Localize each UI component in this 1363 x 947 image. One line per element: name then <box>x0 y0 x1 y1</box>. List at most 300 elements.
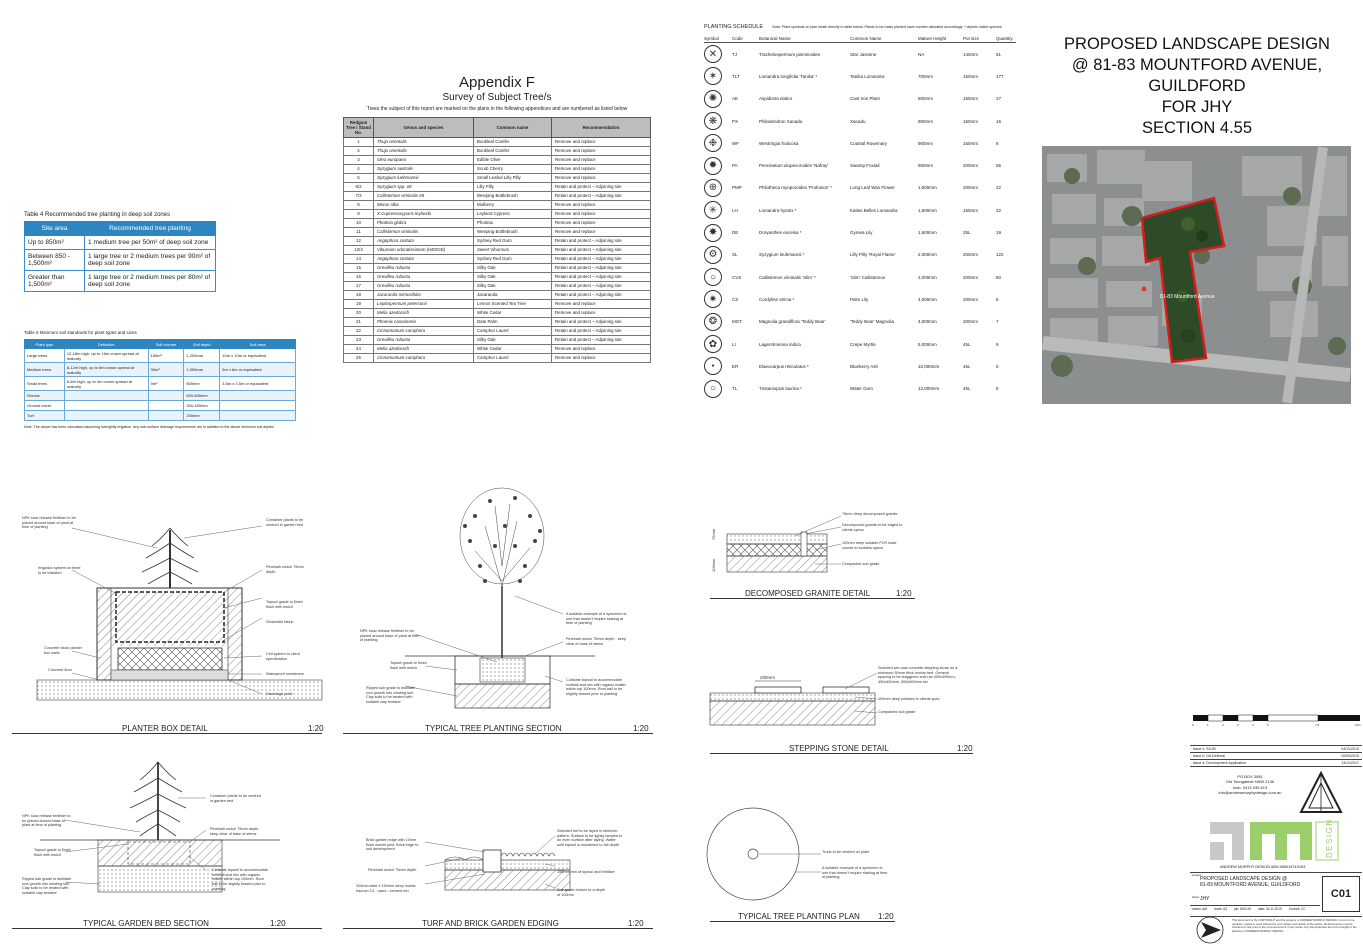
table-row <box>344 147 651 156</box>
table-row <box>25 411 296 421</box>
project-line: PROPOSED LANDSCAPE DESIGN @ <box>1200 876 1288 882</box>
schedule-cell: 60 <box>996 274 1002 280</box>
title-line: @ 81-83 MOUNTFORD AVENUE, <box>1071 56 1323 74</box>
schedule-row <box>704 43 1016 65</box>
title-line: FOR JHY <box>1161 98 1233 116</box>
plant-symbol-icon <box>704 313 732 331</box>
schedule-cell: 'Teddy Bear' Magnolia <box>850 319 894 325</box>
turf-title: TURF AND BRICK GARDEN EDGING <box>422 919 559 928</box>
schedule-cell: 16 <box>996 118 1002 124</box>
svg-text:2: 2 <box>1222 723 1224 727</box>
table-cell: Shrubs <box>25 391 65 401</box>
table-cell: Scrub Cherry <box>474 165 552 174</box>
divider <box>1190 905 1320 906</box>
table-cell: 15 <box>344 264 374 273</box>
table-cell: Remove and replace <box>552 300 651 309</box>
table-header: Redgum Tree / Stand No. <box>344 118 374 138</box>
schedule-cell: Tristaniopsis laurina * <box>759 386 802 392</box>
address-line: mob: 0413 935 613 <box>1232 784 1268 790</box>
copyright-notice: This document is the COPYRIGHT and the property of ANDREW MURPHY DESIGN. It is not to be retained, copied or used without the prior written permission of the author. All dimensions must be checked on site prior to the commencement of any works. Any discrepancies are to be brought to the attention of ANDREW MURPHY DESIGN. <box>1232 918 1357 933</box>
granite-note: 100mm deep suitable FCR base course to builders specs <box>842 541 897 550</box>
planter-box-scale: 1:20 <box>308 724 324 733</box>
table-cell: Phoenix canariensis <box>374 318 474 327</box>
table-cell: Cinnamomum camphora <box>374 354 474 363</box>
tree-plan-title: TYPICAL TREE PLANTING PLAN <box>738 912 860 921</box>
revision-desc: issue c: S4.55 <box>1193 747 1216 751</box>
schedule-cell: Callistemon viminalis 'Slim' * <box>759 274 816 280</box>
svg-text:4: 4 <box>1252 723 1254 727</box>
table-cell: Silky Oak <box>474 264 552 273</box>
table-header: Common name <box>474 118 552 138</box>
north-arrow-icon <box>1195 915 1225 945</box>
table-cell <box>148 391 184 401</box>
garden-bed-note: NPK slow release fertiliser to be placed around base of plant at time of planting <box>22 814 71 828</box>
schedule-cell: Aspidistra elatior <box>759 96 793 102</box>
table-header: Soil area <box>220 340 296 349</box>
plant-symbol-icon <box>704 157 732 175</box>
schedule-cell: Elaeocarpus reticulatus * <box>759 363 809 369</box>
schedule-cell: Long Leaf Wax Flower <box>850 185 895 191</box>
client-label: client: <box>1192 895 1200 899</box>
table-cell: Jacaranda <box>474 291 552 300</box>
table-cell: Sydney Red Gum <box>474 255 552 264</box>
schedule-cell: 700mm <box>918 73 934 79</box>
table-cell: Retain and protect – Adjoining site <box>552 273 651 282</box>
planting-schedule <box>704 24 1016 400</box>
table-cell: Remove and replace <box>552 147 651 156</box>
garden-bed-note: Pinebark mulch 75mm depth - keep clear of base of stems <box>210 827 261 836</box>
schedule-cell: Water Gum <box>850 386 873 392</box>
table-cell: 16 <box>344 273 374 282</box>
turf-note: Pinebark mulch 75mm depth <box>368 868 417 872</box>
title-underline <box>710 753 973 754</box>
table-row <box>25 377 296 391</box>
table-cell: Turf <box>25 411 65 421</box>
column-header: Common Name <box>850 36 882 41</box>
table-cell: Greater than 1,500m² <box>25 271 85 292</box>
column-header: Mature Height <box>918 36 947 41</box>
table-cell: Sweet Viburnum <box>474 246 552 255</box>
address-line: Old Toongabbie NSW 2146 <box>1225 779 1275 785</box>
table-row <box>344 201 651 210</box>
sheet-title <box>1042 34 1352 139</box>
schedule-row <box>704 355 1016 377</box>
table-cell: White Cedar <box>474 345 552 354</box>
schedule-cell: 22 <box>996 185 1002 191</box>
revision-list <box>1190 745 1362 767</box>
table-cell: Retain and protect – Adjoining site <box>552 318 651 327</box>
table-cell: 150m³ <box>148 349 184 363</box>
table-cell: Angophora costata <box>374 237 474 246</box>
table-row <box>344 336 651 345</box>
client-name: JHY <box>1200 896 1210 902</box>
table-cell: Medium trees <box>25 363 65 377</box>
table-cell: 1,200mm <box>184 349 220 363</box>
table-cell: Photinia <box>474 219 552 228</box>
plant-symbol-icon <box>704 335 732 353</box>
schedule-cell: LI <box>732 341 736 347</box>
meta-item: drawn: AM <box>1192 907 1208 911</box>
schedule-cell: 150mm <box>963 118 979 124</box>
table-row <box>344 255 651 264</box>
schedule-cell: 4,000mm <box>918 319 937 325</box>
location-pin-icon <box>1142 287 1147 292</box>
schedule-cell: 200mm <box>963 296 979 302</box>
schedule-cell: 5,000mm <box>918 341 937 347</box>
turf-scale: 1:20 <box>628 919 644 928</box>
table-cell: 4 <box>344 165 374 174</box>
table-cell: Edible Olive <box>474 156 552 165</box>
table-cell: Remove and replace <box>552 345 651 354</box>
symbol-circle: ✶ <box>704 67 722 85</box>
table-cell: Retain and protect – Adjoining site <box>552 327 651 336</box>
stepping-title: STEPPING STONE DETAIL <box>789 744 889 753</box>
symbol-circle: ❂ <box>704 313 722 331</box>
table-cell <box>220 391 296 401</box>
schedule-cell: 45L <box>963 363 971 369</box>
schedule-cell: 1,500mm <box>918 207 937 213</box>
table-row <box>25 391 296 401</box>
title-underline <box>12 733 322 734</box>
table-cell <box>148 411 184 421</box>
table-cell: Syzygium australe <box>374 165 474 174</box>
title-line: SECTION 4.55 <box>1141 119 1253 137</box>
table-cell: 22 <box>344 327 374 336</box>
table-4 <box>24 212 216 292</box>
schedule-cell: Philotheca myoporoides 'Profusion' * <box>759 185 833 191</box>
schedule-note: Note: Plant symbols on plan relate directly to table below. Plants to be mass planted have number allocated accordingly. * depicts native species <box>772 25 1002 29</box>
address-line: PO BOX 3081 <box>1237 774 1263 779</box>
table-cell: Grevillea robusta <box>374 273 474 282</box>
table-row <box>344 165 651 174</box>
schedule-cell: WF <box>732 140 739 146</box>
schedule-cell: 200mm <box>963 252 979 258</box>
schedule-cell: Pennisetum alopecuroides 'Nafray' <box>759 163 829 169</box>
schedule-cell: 150mm <box>963 73 979 79</box>
schedule-header <box>704 24 1016 30</box>
granite-note: Decomposed granite to be edged to clients specs <box>842 523 903 532</box>
table-cell: Retain and protect – Adjoining site <box>552 192 651 201</box>
planter-box-drawing <box>12 508 324 716</box>
plant-symbol-icon <box>704 246 732 264</box>
divider <box>1190 766 1362 767</box>
table-cell: 14 <box>344 255 374 264</box>
schedule-cell: Lomandra longifolia 'Tanika' * <box>759 73 818 79</box>
table-row <box>344 183 651 192</box>
table-header: Definition <box>64 340 148 349</box>
table-header: Recommendation <box>552 118 651 138</box>
table-cell <box>64 391 148 401</box>
schedule-cell: AE <box>732 96 739 102</box>
planter-note: Pinebark mulch 75mm depth <box>266 565 304 574</box>
table-cell: Lilly Pilly <box>474 183 552 192</box>
table-cell: 2 <box>344 147 374 156</box>
garden-bed-note: Ripped sub grade to facilitate root growth into existing soil. Clay soils to be treated with suitable clay breaker <box>22 877 72 896</box>
stepping-scale: 1:20 <box>957 744 973 753</box>
plant-symbol-icon <box>704 112 732 130</box>
tree-section-note: NPK slow release fertiliser to be placed around base of plant at time of planting <box>360 629 420 643</box>
stepping-note: Compacted sub grade <box>878 710 916 714</box>
planter-note: Concrete block planter box walls <box>44 646 82 655</box>
table-header: Soil volume <box>148 340 184 349</box>
schedule-cell: 8 <box>996 140 999 146</box>
table-cell: Remove and replace <box>552 156 651 165</box>
table-cell: 20 <box>344 309 374 318</box>
table-cell: 6-8m high, up to 4m crown spread at maturity <box>64 377 148 391</box>
schedule-row <box>704 132 1016 154</box>
schedule-cell: Star Jasmine <box>850 51 877 57</box>
schedule-cell: MGT <box>732 319 742 325</box>
table-cell: Silky Oak <box>474 282 552 291</box>
revision-date: 04/11/2019 <box>1341 747 1359 751</box>
svg-text:0: 0 <box>1192 723 1194 727</box>
schedule-cell: Syzygium leuhmannii * <box>759 252 805 258</box>
table-cell <box>220 411 296 421</box>
turf-note: Brick garden edge with 10mm flush mortar joint. Brick edge to suit development <box>366 838 419 852</box>
schedule-cell: TLT <box>732 73 740 79</box>
schedule-rows <box>704 43 1016 400</box>
table-cell: Thuja orientalis <box>374 138 474 147</box>
table-cell: Retain and protect – Adjoining site <box>552 255 651 264</box>
schedule-cell: DE <box>732 230 739 236</box>
schedule-cell: 25L <box>963 230 971 236</box>
table-cell: Retain and protect – Adjoining site <box>552 291 651 300</box>
table-cell: Syzygium luehmannii <box>374 174 474 183</box>
table-cell: 1,000mm <box>184 363 220 377</box>
table-cell: Sydney Red Gum <box>474 237 552 246</box>
schedule-cell: 45L <box>963 386 971 392</box>
svg-text:10m: 10m <box>1355 723 1361 727</box>
svg-text:100mm: 100mm <box>711 558 716 572</box>
table-cell: 9 <box>344 210 374 219</box>
symbol-circle: ⊕ <box>704 179 722 197</box>
table-header: Soil depth <box>184 340 220 349</box>
table-cell: Small Leafed Lilly Pilly <box>474 174 552 183</box>
symbol-circle: ✺ <box>704 90 722 108</box>
table-row <box>344 210 651 219</box>
table-5-caption: Table 5 Minimum soil standards for plant types and sizes <box>24 330 137 335</box>
table-cell: Viburnum odoratissimum (HEDGE) <box>374 246 474 255</box>
table-cell: 8 <box>344 201 374 210</box>
schedule-cell: 7 <box>996 319 999 325</box>
schedule-cell: Trachelospermum jasminoides <box>759 51 821 57</box>
table-cell: Callistemon viminalis <box>374 228 474 237</box>
granite-note: 75mm deep decomposed granite <box>842 512 898 516</box>
table-cell: Syzygium spp. ett <box>374 183 474 192</box>
schedule-cell: Lomandra hystrix * <box>759 207 797 213</box>
granite-drawing <box>705 510 945 580</box>
schedule-cell: 1,500mm <box>918 230 937 236</box>
schedule-cell: 150mm <box>963 207 979 213</box>
schedule-cell: 900mm <box>918 163 934 169</box>
table-row <box>25 401 296 411</box>
appendix-f <box>343 74 651 363</box>
schedule-cell: PX <box>732 118 739 124</box>
title-block <box>1190 712 1362 944</box>
project-line: 81-83 MOUNTFORD AVENUE, GUILDFORD <box>1200 882 1301 889</box>
table-cell: 7/3 <box>344 192 374 201</box>
symbol-circle: ✿ <box>704 335 722 353</box>
table-cell: 35m³ <box>148 363 184 377</box>
schedule-cell: 4,000mm <box>918 296 937 302</box>
table-cell: 11 <box>344 228 374 237</box>
title-line: PROPOSED LANDSCAPE DESIGN <box>1064 35 1330 53</box>
planter-note: Waterproof membrane <box>266 672 304 676</box>
table-row <box>344 318 651 327</box>
table-cell: Remove and replace <box>552 210 651 219</box>
plant-symbol-icon <box>704 67 732 85</box>
table-cell: Remove and replace <box>552 174 651 183</box>
table-cell: 8-12m high, up to 8m crown spread at maturity <box>64 363 148 377</box>
table-cell: 25 <box>344 354 374 363</box>
table-cell: Lemon Scented Tea Tree <box>474 300 552 309</box>
amd-logo-icon <box>1208 816 1348 862</box>
table-cell: Bookleaf Conifer <box>474 138 552 147</box>
table-cell: 3 <box>344 156 374 165</box>
revision-date: 19/09/2019 <box>1341 754 1359 758</box>
table-cell: 6m x 6m or equivalent <box>220 363 296 377</box>
stepping-note: Selected pre-cast concrete stepping stone on a minimum 50mm thick mortar bed. General spacing to be staggered such as 400x400mm, 450x450mm, 500x500mm etc <box>878 666 958 685</box>
table-cell: Grevillea robusta <box>374 264 474 273</box>
table-cell <box>220 401 296 411</box>
table-cell: White Cedar <box>474 309 552 318</box>
schedule-cell: LH <box>732 207 738 213</box>
table-cell: Mulberry <box>474 201 552 210</box>
table-row <box>344 156 651 165</box>
schedule-cell: CS <box>732 296 739 302</box>
table-cell: Remove and replace <box>552 354 651 363</box>
plant-symbol-icon <box>704 357 732 375</box>
table-cell: Date Palm <box>474 318 552 327</box>
schedule-cell: CVS <box>732 274 742 280</box>
table-cell <box>64 401 148 411</box>
svg-text:7.5: 7.5 <box>1315 723 1320 727</box>
schedule-cell: 51 <box>996 51 1002 57</box>
planter-box-title: PLANTER BOX DETAIL <box>122 724 208 733</box>
turf-note: Sub grade broken to a depth of 100mm <box>557 888 606 897</box>
table-cell: Melia azedarach <box>374 309 474 318</box>
tree-plan-note: A suitable example of a specimen is one that doesn't require staking at time of planting <box>822 866 888 880</box>
schedule-cell: Westringia fruticosa <box>759 140 799 146</box>
schedule-cell: TJ <box>732 51 737 57</box>
schedule-cell: 800mm <box>918 96 934 102</box>
schedule-cell: 3,000mm <box>918 274 937 280</box>
schedule-cell: Cast Iron Plant <box>850 96 880 102</box>
schedule-row <box>704 65 1016 87</box>
table-cell: Morus alba <box>374 201 474 210</box>
table-cell: Camphor Laurel <box>474 354 552 363</box>
schedule-cell: 150mm <box>963 96 979 102</box>
planter-note: Cell system to client specification <box>266 652 300 661</box>
aerial-site-photo <box>1042 146 1351 404</box>
meta-item: scale: A3 <box>1214 907 1227 911</box>
table-row <box>344 174 651 183</box>
title-line: GUILDFORD <box>1148 77 1246 95</box>
table-cell: Cinnamomum camphora <box>374 327 474 336</box>
table-row <box>344 345 651 354</box>
table-header: Site area <box>25 222 85 236</box>
schedule-cell: 8 <box>996 386 999 392</box>
schedule-cell: 2,000mm <box>918 252 937 258</box>
table-cell: Large trees <box>25 349 65 363</box>
table-cell: Callistemon viminalis ett <box>374 192 474 201</box>
title-underline <box>710 598 915 599</box>
table-cell: 1 <box>344 138 374 147</box>
table-cell: Angophora costata <box>374 255 474 264</box>
table-cell: 24 <box>344 345 374 354</box>
project-label: project: <box>1192 873 1202 877</box>
meta-item: Council: CC <box>1288 907 1306 911</box>
table-cell: Leptospermum petersonii <box>374 300 474 309</box>
schedule-row <box>704 199 1016 221</box>
schedule-row <box>704 177 1016 199</box>
column-header: Pot size <box>963 36 980 41</box>
symbol-circle: ✹ <box>704 157 722 175</box>
table-cell: 1 large tree or 2 medium trees per 90m² of deep soil zone <box>85 250 216 271</box>
table-cell: 17 <box>344 282 374 291</box>
table-row <box>344 228 651 237</box>
schedule-cell: Magnolia grandiflora 'Teddy Bear' <box>759 319 826 325</box>
table-row <box>344 327 651 336</box>
svg-text:5: 5 <box>1267 723 1269 727</box>
garden-bed-scale: 1:20 <box>270 919 286 928</box>
table-row <box>344 264 651 273</box>
title-underline <box>12 928 322 929</box>
title-underline <box>343 733 653 734</box>
plant-symbol-icon <box>704 90 732 108</box>
table-cell: Small trees <box>25 377 65 391</box>
planter-note: Discharge point <box>266 692 293 696</box>
table-row <box>344 354 651 363</box>
table-row <box>25 349 296 363</box>
tree-survey-table <box>343 117 651 363</box>
table-header: Genus and species <box>374 118 474 138</box>
drawing-number: C01 <box>1322 876 1360 912</box>
schedule-cell: ER <box>732 363 739 369</box>
planter-note: Irrigation system on timer to be installed <box>38 566 81 575</box>
turf-note: 200mm wide x 150mm deep mortar haunch 3:1 - sand : cement mix <box>356 884 416 893</box>
table-cell <box>148 401 184 411</box>
schedule-row <box>704 288 1016 310</box>
schedule-cell: 122 <box>996 252 1004 258</box>
schedule-row <box>704 221 1016 243</box>
plant-symbol-icon <box>704 45 732 63</box>
schedule-cell: SL <box>732 252 738 258</box>
table-cell: Melia azedarach <box>374 345 474 354</box>
table-5-grid <box>24 339 296 421</box>
schedule-row <box>704 266 1016 288</box>
table-cell: Bookleaf Conifer <box>474 147 552 156</box>
schedule-cell: 150mm <box>963 140 979 146</box>
appendix-heading: Appendix F <box>459 74 535 91</box>
tree-plan-note: Trunk to be centred on plant <box>822 850 870 854</box>
table-cell: Retain and protect – Adjoining site <box>552 336 651 345</box>
table-cell: Remove and replace <box>552 138 651 147</box>
title-underline <box>710 921 895 922</box>
schedule-cell: 19 <box>996 230 1002 236</box>
schedule-cell: Swamp Foxtail <box>850 163 880 169</box>
column-header: Quantity <box>996 36 1013 41</box>
table-cell: Remove and replace <box>552 201 651 210</box>
symbol-circle: ○ <box>704 380 722 398</box>
table-cell: 1 medium tree per 50m² of deep soil zone <box>85 236 216 250</box>
schedule-cell: 55 <box>996 163 1002 169</box>
column-header: Symbol <box>704 36 720 41</box>
schedule-cell: 22 <box>996 207 1002 213</box>
table-row <box>25 250 216 271</box>
table-row <box>344 300 651 309</box>
symbol-circle: ✷ <box>704 290 722 308</box>
